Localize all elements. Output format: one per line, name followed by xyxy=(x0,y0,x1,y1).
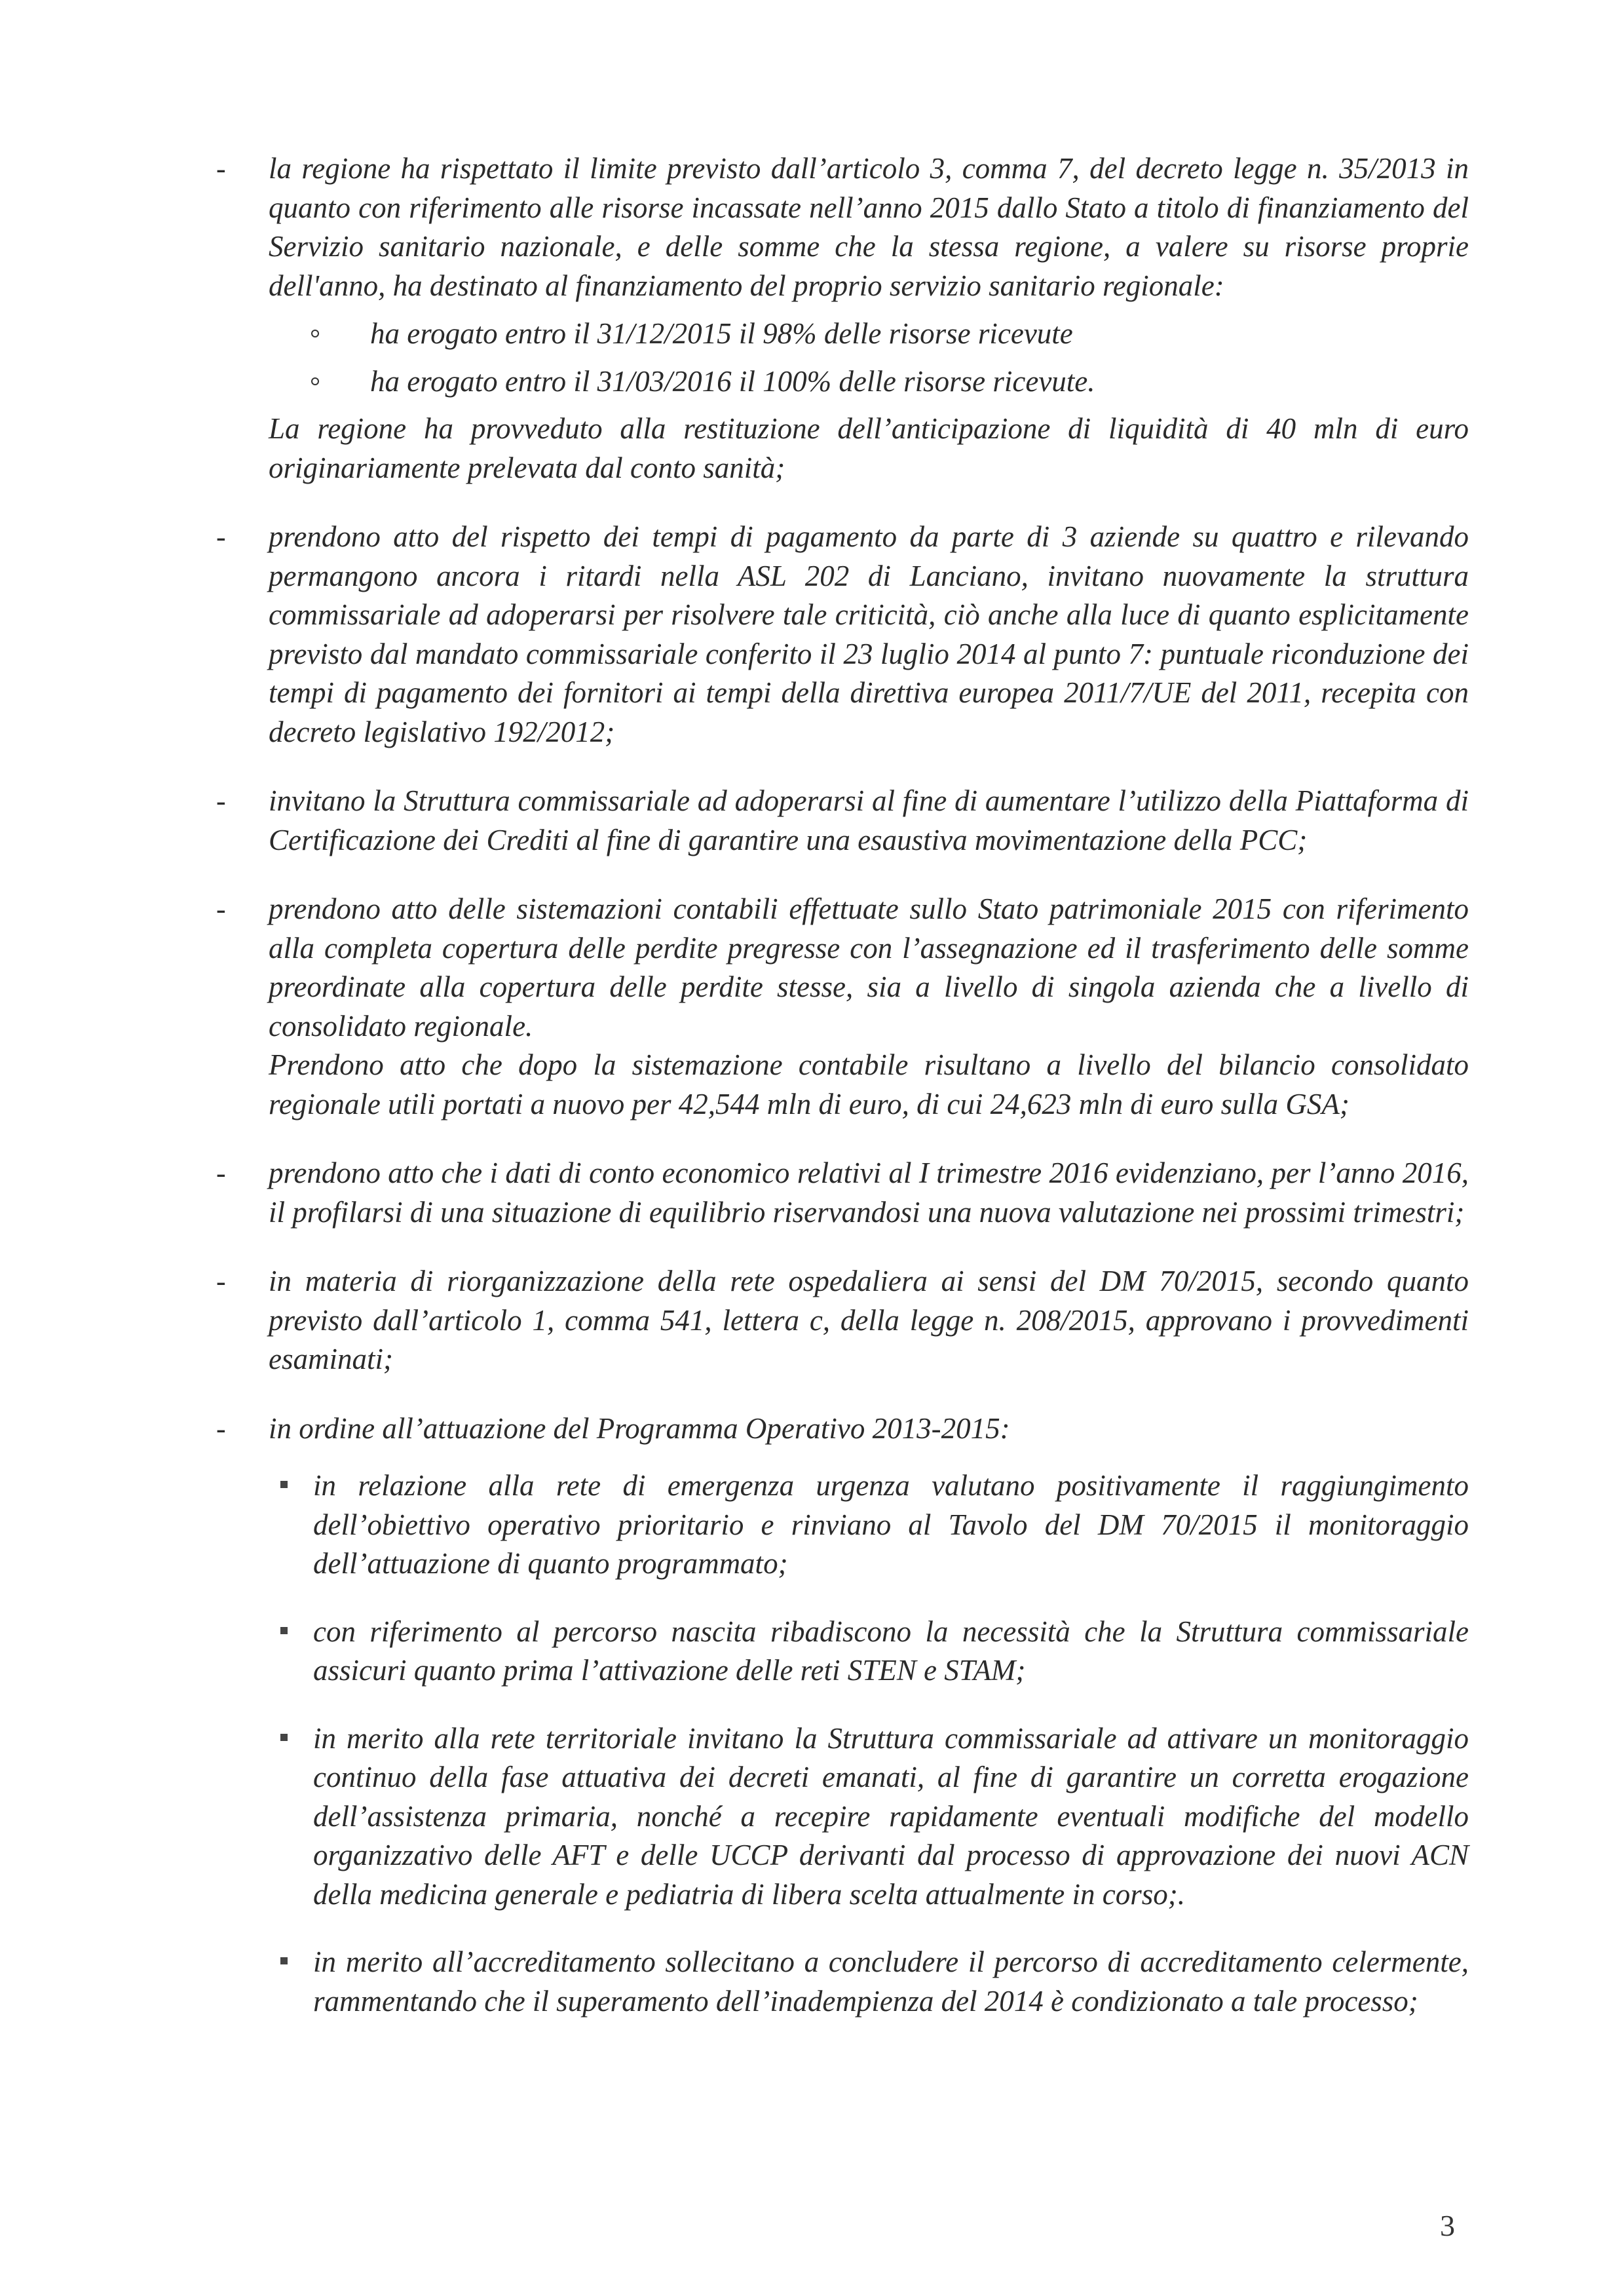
dash-marker: - xyxy=(216,1265,226,1297)
paragraph: prendono atto delle sistemazioni contabili effettuate sullo Stato patrimoniale 2015 con riferimento alla completa copertura delle perdite pregresse con l’assegnazione ed il trasferimento delle somme preordinate alla copertura delle perdite stesse, sia a livello di singola azienda che a livello di consolidato regionale. xyxy=(269,892,1469,1043)
square-bullet-icon xyxy=(280,1957,288,1964)
list-item xyxy=(216,1409,1469,2021)
bullet-item-text: con riferimento al percorso nascita ribadiscono la necessità che la Struttura commissariale assicuri quanto prima l’attivazione delle reti STEN e STAM; xyxy=(313,1615,1469,1687)
paragraph: invitano la Struttura commissariale ad adoperarsi al fine di aumentare l’utilizzo della Piattaforma di Certificazione dei Crediti al fine di garantire una esaustiva movimentazione della PCC; xyxy=(269,784,1469,856)
paragraph: in materia di riorganizzazione della rete ospedaliera ai sensi del DM 70/2015, secondo quanto previsto dall’articolo 1, comma 541, lettera c, della legge n. 208/2015, approvano i provvedimenti esaminati; xyxy=(269,1265,1469,1375)
dash-marker: - xyxy=(216,1412,226,1445)
bullet-item xyxy=(216,1943,1469,2021)
bullet-item xyxy=(216,1466,1469,1584)
bullet-item xyxy=(216,1613,1469,1691)
document-body xyxy=(216,149,1469,2051)
circle-bullet-icon xyxy=(311,377,319,385)
list-item xyxy=(216,890,1469,1124)
paragraph: la regione ha rispettato il limite previsto dall’articolo 3, comma 7, del decreto legge n. 35/2013 in quanto con riferimento alle risorse incassate nell’anno 2015 dallo Stato a titolo di finanziamento del Servizio sanitario nazionale, e delle somme che la stessa regione, a valere su risorse proprie dell'anno, ha destinato al finanziamento del proprio servizio sanitario regionale: xyxy=(269,152,1469,302)
square-bullet-icon xyxy=(280,1481,288,1488)
dash-marker: - xyxy=(216,785,226,817)
sublist-item xyxy=(269,315,1469,354)
bullet-item-text: in relazione alla rete di emergenza urgenza valutano positivamente il raggiungimento dell’obiettivo operativo prioritario e rinviano al Tavolo del DM 70/2015 il monitoraggio dell’attuazione di quanto programmato; xyxy=(313,1469,1469,1580)
square-bullet-icon xyxy=(280,1627,288,1634)
dash-marker: - xyxy=(216,521,226,553)
sublist-item-text: ha erogato entro il 31/03/2016 il 100% delle risorse ricevute. xyxy=(370,364,1095,398)
dash-marker: - xyxy=(216,153,226,185)
paragraph: in ordine all’attuazione del Programma Operativo 2013-2015: xyxy=(269,1411,1010,1445)
paragraph: prendono atto che i dati di conto economico relativi al I trimestre 2016 evidenziano, per l’anno 2016, il profilarsi di una situazione di equilibrio riservandosi una nuova valutazione nei prossimi trimestri; xyxy=(269,1157,1469,1229)
paragraph-continuation: Prendono atto che dopo la sistemazione contabile risultano a livello del bilancio consolidato regionale utili portati a nuovo per 42,544 mln di euro, di cui 24,623 mln di euro sulla GSA; xyxy=(269,1048,1469,1120)
list-item xyxy=(216,782,1469,860)
paragraph: prendono atto del rispetto dei tempi di pagamento da parte di 3 aziende su quattro e rilevando permangono ancora i ritardi nella ASL 202 di Lanciano, invitano nuovamente la struttura commissariale ad adoperarsi per risolvere tale criticità, ciò anche alla luce di quanto esplicitamente previsto dal mandato commissariale conferito il 23 luglio 2014 al punto 7: puntuale riconduzione dei tempi di pagamento dei fornitori ai tempi della direttiva europea 2011/7/UE del 2011, recepita con decreto legislativo 192/2012; xyxy=(269,520,1469,748)
square-bullet-list xyxy=(216,1466,1469,2021)
list-item xyxy=(216,1154,1469,1232)
circle-bullet-icon xyxy=(311,330,319,337)
bullet-item-text: in merito all’accreditamento sollecitano a concludere il percorso di accreditamento celermente, rammentando che il superamento dell’inadempienza del 2014 è condizionato a tale processo; xyxy=(313,1945,1469,2018)
sublist-item-text: ha erogato entro il 31/12/2015 il 98% delle risorse ricevute xyxy=(370,317,1073,350)
circle-sublist xyxy=(269,315,1469,401)
sublist-item xyxy=(269,362,1469,402)
page-number: 3 xyxy=(1440,2209,1455,2242)
list-item xyxy=(216,1262,1469,1379)
list-item xyxy=(216,149,1469,488)
list-item xyxy=(216,518,1469,752)
bullet-item xyxy=(216,1719,1469,1915)
square-bullet-icon xyxy=(280,1734,288,1741)
bullet-item-text: in merito alla rete territoriale invitano la Struttura commissariale ad attivare un monitoraggio continuo della fase attuativa dei decreti emanati, al fine di garantire un corretta erogazione dell’assistenza primaria, nonché a recepire rapidamente eventuali modifiche del modello organizzativo delle AFT e delle UCCP derivanti dal processo di approvazione dei nuovi ACN della medicina generale e pediatria di libera scelta attualmente in corso;. xyxy=(313,1721,1469,1911)
dash-marker: - xyxy=(216,1157,226,1189)
dash-marker: - xyxy=(216,893,226,925)
paragraph-continuation: La regione ha provveduto alla restituzione dell’anticipazione di liquidità di 40 mln di euro originariamente prelevata dal conto sanità; xyxy=(269,412,1469,484)
